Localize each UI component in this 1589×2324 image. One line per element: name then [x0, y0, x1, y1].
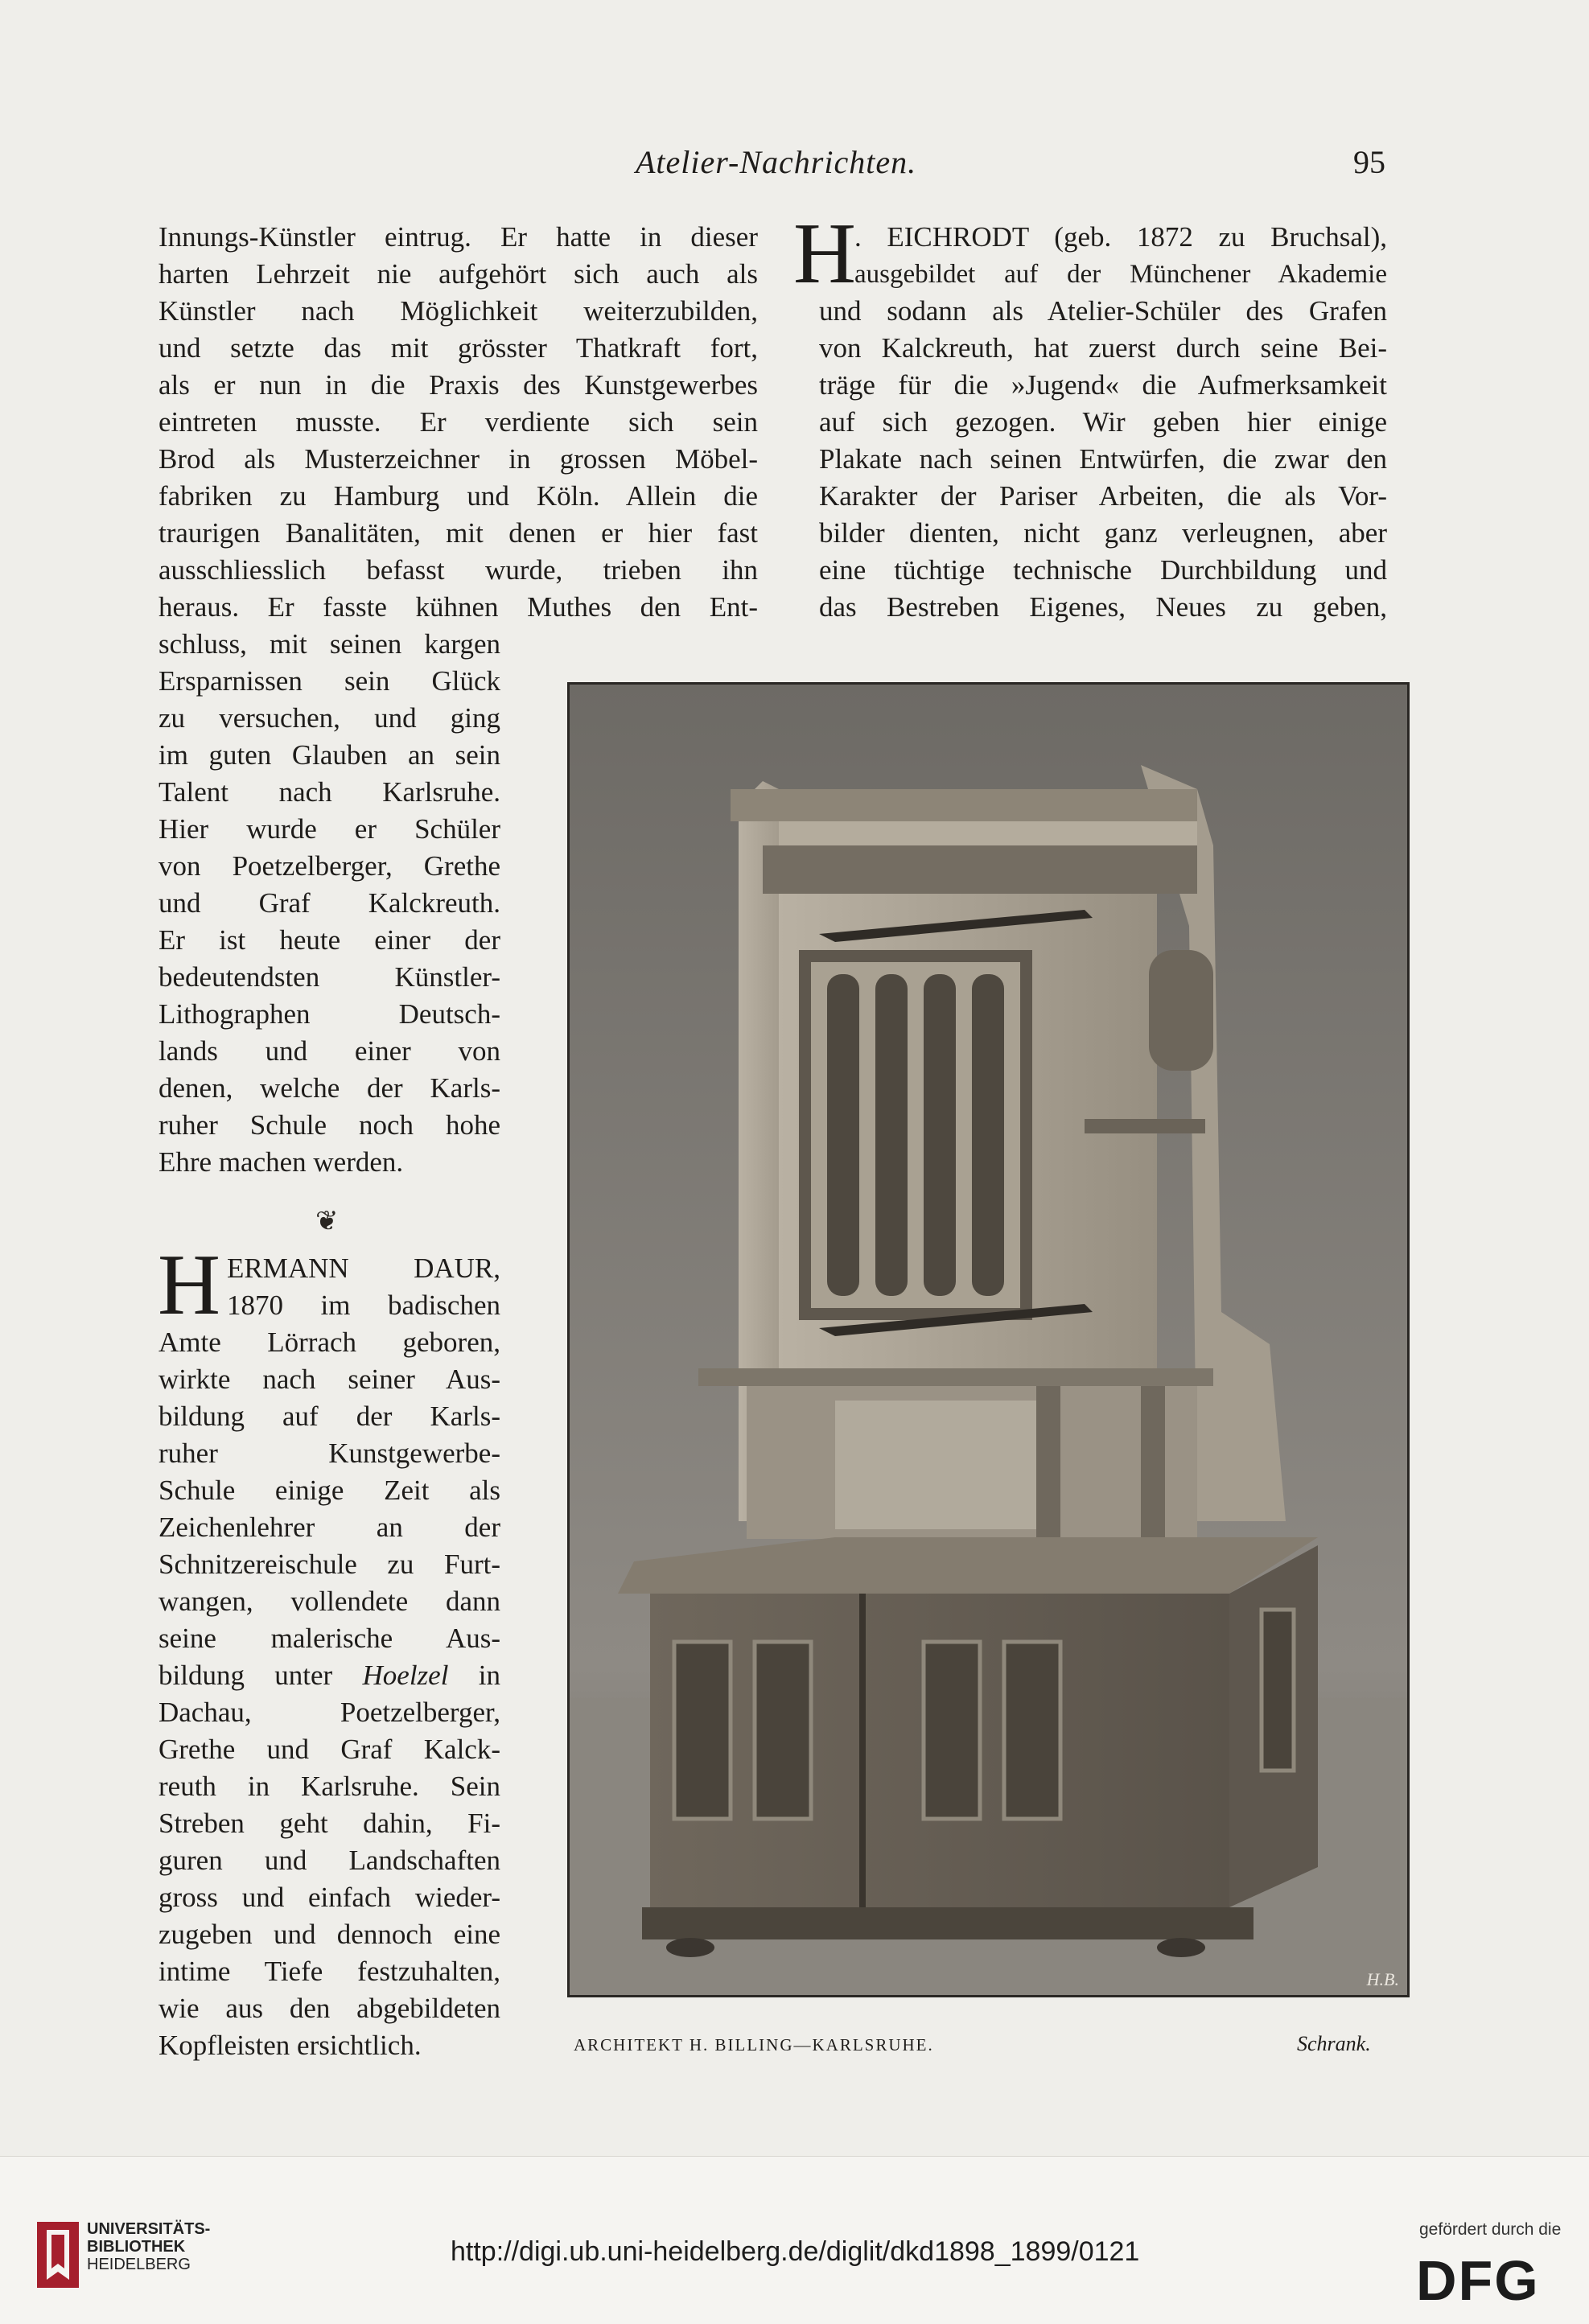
text-line: reuth in Karlsruhe. Sein [158, 1771, 500, 1802]
text-line: Hier wurde er Schüler [158, 813, 500, 845]
text-line: von Poetzelberger, Grethe [158, 850, 500, 882]
text-line: intime Tiefe festzuhalten, [158, 1956, 500, 1987]
text-line: Schule einige Zeit als [158, 1475, 500, 1506]
text-line: fabriken zu Hamburg und Köln. Allein die [158, 480, 758, 512]
section-ornament: ❦ [315, 1207, 339, 1236]
library-name-line-1: UNIVERSITÄTS- [87, 2220, 211, 2238]
dropcap-daur: H [158, 1237, 220, 1333]
sponsor-label: gefördert durch die [1419, 2220, 1562, 2239]
text-line: Streben geht dahin, Fi- [158, 1808, 500, 1839]
library-name [87, 2220, 210, 2273]
text-line: im guten Glauben an sein [158, 739, 500, 771]
text-line: Künstler nach Möglichkeit weiterzubilden, [158, 295, 758, 327]
text-line: als er nun in die Praxis des Kunstgewerbes [158, 369, 758, 401]
text-line: auf sich gezogen. Wir geben hier einige [819, 406, 1387, 438]
text-line: Ehre machen werden. [158, 1146, 404, 1178]
text-line: ERMANN DAUR, [227, 1252, 500, 1284]
text-line: denen, welche der Karls- [158, 1072, 500, 1104]
text-line: wirkte nach seiner Aus- [158, 1364, 500, 1395]
text-line: 1870 im badischen [227, 1290, 500, 1321]
plate-monogram: H.B. [1366, 1969, 1399, 1989]
name-hoelzel: Hoelzel [362, 1660, 449, 1691]
left-column-top [158, 219, 758, 626]
left-column-narrow [158, 626, 500, 1181]
text-line: ruher Kunstgewerbe- [158, 1438, 500, 1469]
page-number: 95 [1353, 144, 1385, 180]
plate-caption-architect: ARCHITEKT H. BILLING—KARLSRUHE. [574, 2035, 934, 2055]
text-line: eine tüchtige technische Durchbildung und [819, 554, 1387, 586]
university-library-logo-icon [35, 2220, 80, 2289]
eichrodt-intro [854, 219, 1387, 293]
text-line: Zeichenlehrer an der [158, 1512, 500, 1543]
cabinet-photograph [567, 682, 1410, 1997]
text-line: traurigen Banalitäten, mit denen er hier fast [158, 517, 758, 549]
text-line: wangen, vollendete dann [158, 1586, 500, 1617]
dropcap-eichrodt: H [793, 206, 856, 302]
text-line: Talent nach Karlsruhe. [158, 776, 500, 808]
text-line: eintreten musste. Er verdiente sich sein [158, 406, 758, 438]
daur-intro [227, 1250, 500, 1324]
text-line: das Bestreben Eigenes, Neues zu geben, [819, 591, 1387, 623]
text-line: seine malerische Aus- [158, 1623, 500, 1654]
eichrodt-body [819, 293, 1387, 626]
plate-caption-title: Schrank. [1297, 2032, 1371, 2055]
running-head [0, 143, 1589, 183]
text-line: . EICHRODT (geb. 1872 zu Bruchsal), [854, 221, 1387, 253]
text-line: lands und einer von [158, 1035, 500, 1067]
library-name-line-2: BIBLIOTHEK [87, 2238, 186, 2256]
text-line: Plakate nach seinen Entwürfen, die zwar den [819, 443, 1387, 475]
text-line: ausschliesslich befasst wurde, trieben ihn [158, 554, 758, 586]
running-title: Atelier-Nachrichten. [636, 144, 917, 180]
daur-body [158, 1324, 500, 2064]
text-line: und sodann als Atelier-Schüler des Grafen [819, 295, 1387, 327]
text-line: ruher Schule noch hohe [158, 1109, 500, 1141]
source-url-link[interactable]: http://digi.ub.uni-heidelberg.de/diglit/dkd1898_1899/0121 [451, 2236, 1140, 2267]
text-line: schluss, mit seinen kargen [158, 628, 500, 660]
text-line: harten Lehrzeit nie aufgehört sich auch als [158, 258, 758, 290]
text-line: gross und einfach wieder- [158, 1882, 500, 1913]
text-line: Dachau, Poetzelberger, [158, 1697, 500, 1728]
text-line: wie aus den abgebildeten [158, 1993, 500, 2024]
text-line: von Kalckreuth, hat zuerst durch seine Bei- [819, 332, 1387, 364]
dfg-logo: DFG [1416, 2249, 1540, 2312]
text-line: zugeben und dennoch eine [158, 1919, 500, 1950]
text-line: bildung unter Hoelzel in [158, 1660, 500, 1691]
text-line: Brod als Musterzeichner in grossen Möbel- [158, 443, 758, 475]
text-line: heraus. Er fasste kühnen Muthes den Ent- [158, 591, 758, 623]
text-line: Innungs-Künstler eintrug. Er hatte in dieser [158, 221, 758, 253]
text-line: Lithographen Deutsch- [158, 998, 500, 1030]
text-line: und Graf Kalckreuth. [158, 887, 500, 919]
text-line: Grethe und Graf Kalck- [158, 1734, 500, 1765]
text-line: guren und Landschaften [158, 1845, 500, 1876]
text-line: ausgebildet auf der Münchener Akademie [854, 260, 1387, 289]
text-line: Ersparnissen sein Glück [158, 665, 500, 697]
text-line: Kopfleisten ersichtlich. [158, 2030, 422, 2061]
text-line: und setzte das mit grösster Thatkraft fort, [158, 332, 758, 364]
text-line: Karakter der Pariser Arbeiten, die als Vor- [819, 480, 1387, 512]
text-line: bilder dienten, nicht ganz verleugnen, aber [819, 517, 1387, 549]
library-name-line-3: HEIDELBERG [87, 2256, 191, 2273]
text-line: Amte Lörrach geboren, [158, 1327, 500, 1358]
cabinet-illustration [570, 685, 1407, 1995]
text-line: träge für die »Jugend« die Aufmerksamkeit [819, 369, 1387, 401]
text-line: zu versuchen, und ging [158, 702, 500, 734]
text-line: Schnitzereischule zu Furt- [158, 1549, 500, 1580]
text-line: Er ist heute einer der [158, 924, 500, 956]
text-line: bedeutendsten Künstler- [158, 961, 500, 993]
text-line: bildung auf der Karls- [158, 1401, 500, 1432]
